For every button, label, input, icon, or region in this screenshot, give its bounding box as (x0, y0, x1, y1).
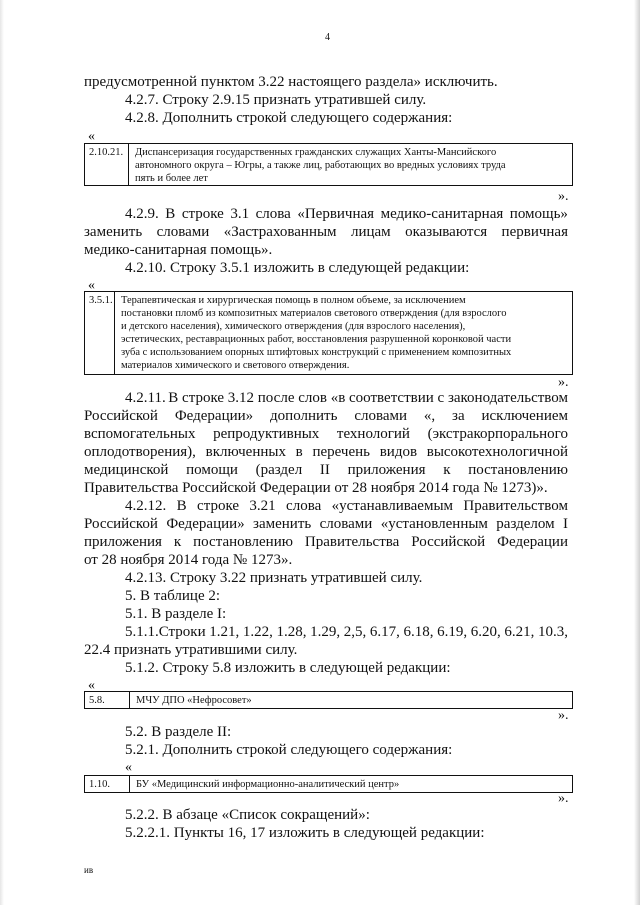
quote-open: « (88, 278, 95, 293)
paragraph-4-2-9-line: медико-санитарная помощь». (84, 242, 273, 258)
row-number: 3.5.1. (85, 292, 115, 374)
word: высокотехнологичной (426, 444, 568, 460)
row-number: 5.8. (85, 692, 130, 708)
word: в (295, 444, 303, 460)
quote-open: « (88, 678, 95, 693)
paragraph-continuation: предусмотренной пунктом 3.22 настоящего раздела» исключить. (84, 74, 498, 90)
row-text-line: зуба с использованием опорных штифтовых конструкций с применением композитных (121, 347, 512, 358)
row-number: 1.10. (85, 776, 130, 792)
word: «Застрахованным (223, 224, 337, 240)
paragraph-4-2-11-line (84, 461, 568, 479)
word: II (319, 462, 330, 478)
paragraph-4-2-11-line (84, 407, 568, 425)
word: приложения (84, 534, 162, 550)
row-text-line: Терапевтическая и хирургическая помощь в полном объеме, за исключением (121, 295, 466, 306)
row-number: 2.10.21. (85, 144, 129, 185)
word: В (176, 498, 187, 514)
row-text-line: Диспансеризация государственных гражданских служащих Ханты-Мансийского (135, 147, 497, 158)
word: 10.3, (538, 624, 568, 640)
word: заменить (253, 516, 312, 532)
word: 1.28, (276, 624, 307, 640)
word: постановлению (193, 534, 293, 550)
paragraph-5-2-1: 5.2.1. Дополнить строкой следующего содержания: (125, 742, 453, 758)
quote-open: « (125, 760, 132, 775)
row-text: БУ «Медицинский информационно-аналитический центр» (136, 779, 400, 790)
word: оказываются (405, 224, 488, 240)
quote-close: ». (558, 375, 569, 390)
table-row-1-10 (84, 775, 573, 793)
word: 2,5, (343, 624, 367, 640)
word: Российской (411, 534, 486, 550)
word: дополнить (270, 408, 338, 424)
word: заменить (84, 224, 143, 240)
paragraph-5: 5. В таблице 2: (125, 588, 221, 604)
word: технологий (336, 426, 410, 442)
word: 1.21, (209, 624, 240, 640)
table-row-5-8 (84, 691, 573, 709)
row-text-line: автономного округа – Югры, а также лиц, работающих во вредных условиях труда (135, 160, 506, 171)
word: Федерации (497, 534, 568, 550)
row-text-line: и детского населения), химического отверждения (для взрослого населения), (121, 321, 466, 332)
word: «установленным (380, 516, 488, 532)
word: Правительством (463, 498, 568, 514)
word: 3.1 (230, 206, 250, 222)
paragraph-4-2-7: 4.2.7. Строку 2.9.15 признать утратившей силу. (125, 92, 427, 108)
word: медико-санитарная (380, 206, 504, 222)
word: 6.20, (470, 624, 501, 640)
word: (раздел (255, 462, 303, 478)
quote-close: ». (558, 189, 569, 204)
word: 6.17, (369, 624, 400, 640)
word: видов (379, 444, 418, 460)
paragraph-4-2-10: 4.2.10. Строку 3.5.1 изложить в следующей редакции: (125, 260, 470, 276)
paragraph-4-2-12-line: от 28 ноября 2014 года № 1273». (84, 552, 293, 568)
word: 6.18, (403, 624, 434, 640)
word: медицинской (84, 462, 169, 478)
word: 4.2.11. (125, 390, 166, 406)
paragraph-4-2-9-line (84, 223, 568, 241)
word: разделом (496, 516, 555, 532)
paragraph-5-1-1-line (125, 623, 568, 641)
paragraph-4-2-11-line (84, 425, 568, 443)
paragraph-5-1-2: 5.1.2. Строку 5.8 изложить в следующей редакции: (125, 660, 451, 676)
scan-edge-left (0, 0, 4, 905)
word: словами (156, 224, 210, 240)
word: репродуктивных (213, 426, 320, 442)
word: Правительства (304, 534, 400, 550)
row-text (129, 144, 572, 185)
quote-open: « (88, 129, 95, 144)
word: 1.22, (242, 624, 273, 640)
word: слова (286, 498, 322, 514)
word: помощи (186, 462, 238, 478)
word: словами (354, 408, 408, 424)
word: Российской (84, 408, 158, 424)
word: 4.2.12. (125, 498, 167, 514)
word: строке (181, 206, 224, 222)
paragraph-4-2-8: 4.2.8. Дополнить строкой следующего содержания: (125, 110, 453, 126)
word: к (443, 462, 451, 478)
paragraph-4-2-12-line (84, 533, 568, 551)
word: 3.21 (249, 498, 276, 514)
word: В (165, 206, 176, 222)
table-row-2-10-21 (84, 143, 573, 186)
row-text-line: материалов химического и светового отверждения. (121, 360, 350, 371)
paragraph-4-2-12-line (125, 497, 568, 515)
paragraph-5-2-2-1: 5.2.2.1. Пункты 16, 17 изложить в следующей редакции: (125, 825, 485, 841)
word: Российской (84, 516, 158, 532)
word: (экстракорпорального (427, 426, 568, 442)
word: «Первичная (297, 206, 375, 222)
paragraph-5-1-1-line: 22.4 признать утратившими силу. (84, 642, 298, 658)
word: 6.19, (437, 624, 468, 640)
word: Федерации» (166, 516, 245, 532)
word: слова (255, 206, 291, 222)
row-text: МЧУ ДПО «Нефросовет» (136, 695, 252, 706)
word: Федерации» (174, 408, 254, 424)
paragraph-4-2-11-line (125, 389, 568, 407)
word: 4.2.9. (125, 206, 159, 222)
paragraph-4-2-13: 4.2.13. Строку 3.22 признать утратившей силу. (125, 570, 423, 586)
word: перечень (312, 444, 370, 460)
paragraph-4-2-9-line (125, 205, 568, 223)
scan-edge-right (634, 0, 640, 905)
paragraph-5-1: 5.1. В разделе I: (125, 606, 227, 622)
quote-close: ». (558, 791, 569, 806)
word: «устанавливаемым (331, 498, 454, 514)
word: словами (319, 516, 373, 532)
word: I (562, 516, 568, 532)
paragraph-5-2: 5.2. В разделе II: (125, 724, 232, 740)
quote-close: ». (558, 708, 569, 723)
word: первичная (501, 224, 568, 240)
paragraph-4-2-11-line (84, 443, 568, 461)
paragraph-5-2-2: 5.2.2. В абзаце «Список сокращений»: (125, 807, 370, 823)
word: 6.21, (504, 624, 535, 640)
word: «, (423, 408, 436, 424)
word: оплодотворения), (84, 444, 196, 460)
word: за (452, 408, 465, 424)
word: помощь» (509, 206, 568, 222)
footer-initials: ив (84, 865, 94, 875)
word: 5.1.1.Строки (125, 624, 206, 640)
word: вспомогательных (84, 426, 196, 442)
word: к (173, 534, 182, 550)
row-text (115, 292, 572, 374)
page-number: 4 (325, 32, 330, 43)
word: строке (197, 498, 240, 514)
word: лицам (350, 224, 391, 240)
word: постановлению (468, 462, 568, 478)
row-text-line: постановки пломб из композитных материалов светового отверждения (для взрослого (121, 308, 507, 319)
paragraph-4-2-11-line: Правительства Российской Федерации от 28 ноября 2014 года № 1273)». (84, 480, 548, 496)
row-text-line: эстетических, реставрационных работ, восстановления разрушенной коронковой части (121, 334, 512, 345)
word: 1.29, (310, 624, 341, 640)
word: приложения (347, 462, 426, 478)
table-row-3-5-1 (84, 291, 573, 375)
word: включенных (205, 444, 286, 460)
word: В строке 3.12 после слов «в соответствии с законодательством (168, 390, 568, 406)
row-text-line: пять и более лет (135, 173, 208, 184)
paragraph-4-2-12-line (84, 515, 568, 533)
word: исключением (481, 408, 568, 424)
